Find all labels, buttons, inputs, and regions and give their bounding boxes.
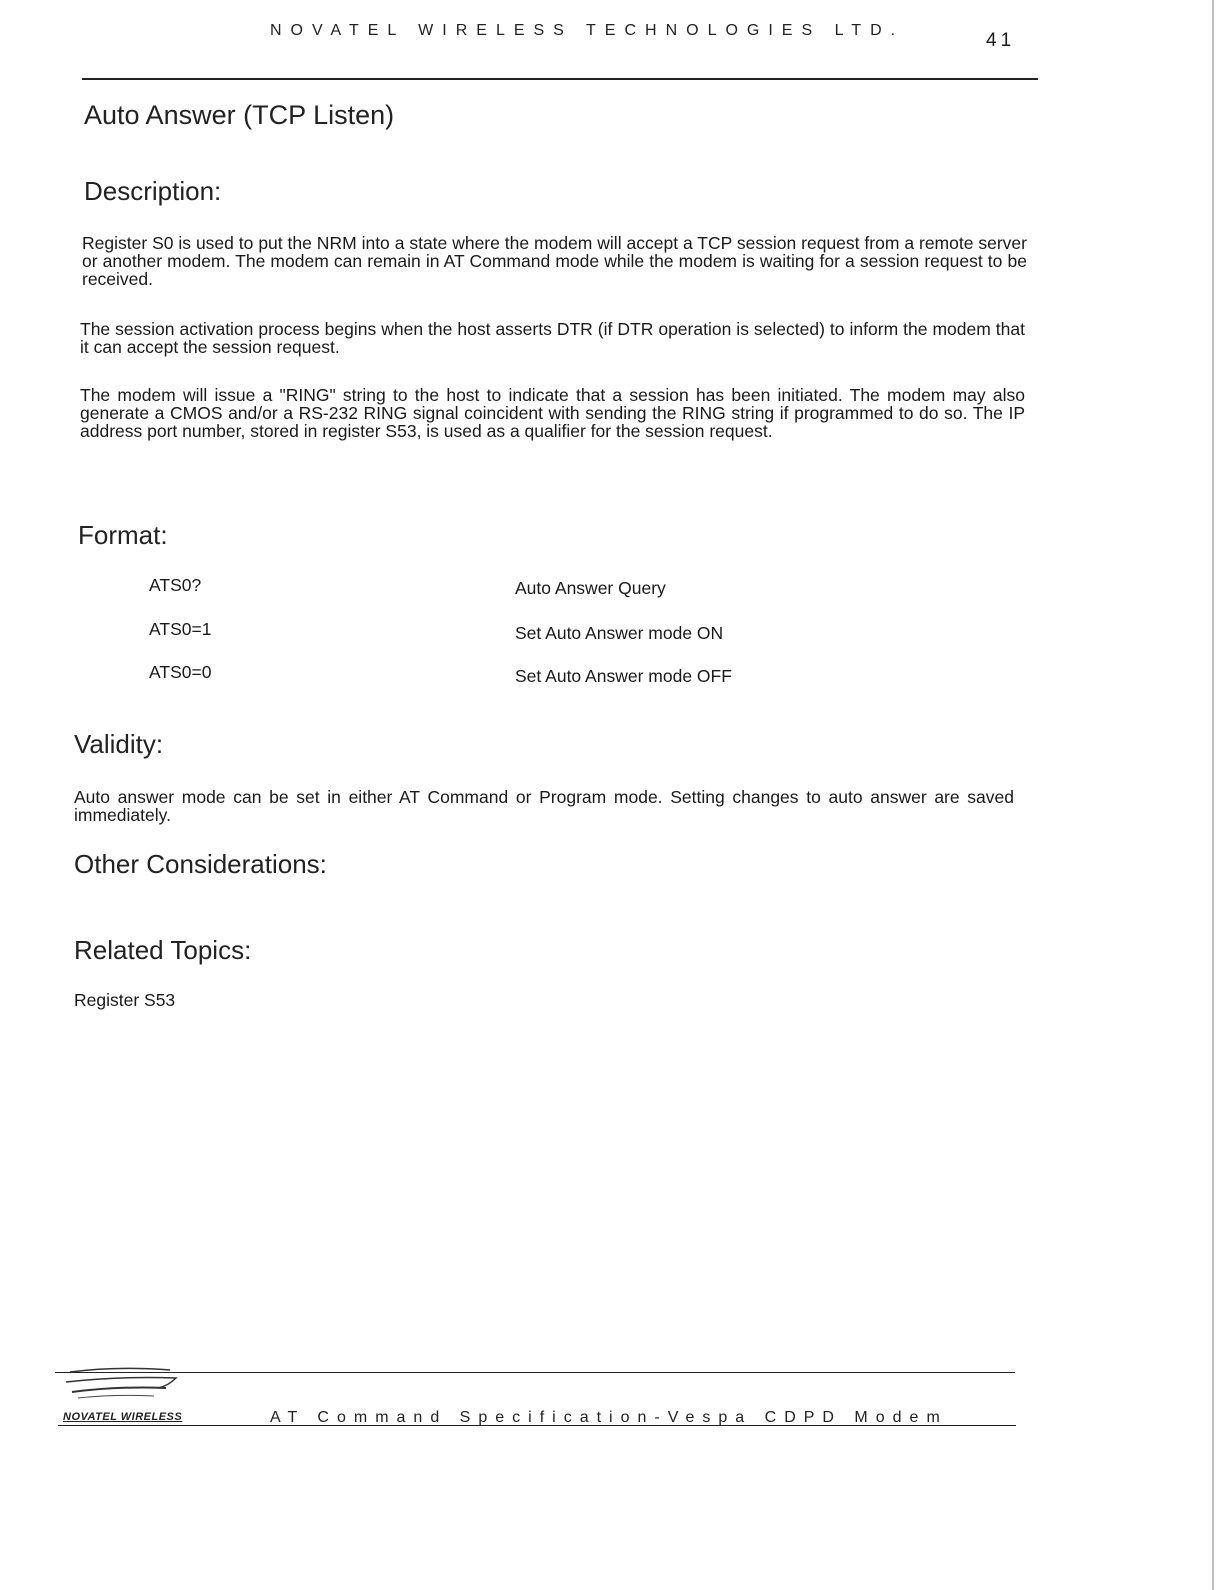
format-description-1: Auto Answer Query (515, 578, 666, 598)
page-edge (1212, 0, 1214, 1590)
related-topics-heading: Related Topics: (74, 935, 252, 965)
format-description-3: Set Auto Answer mode OFF (515, 666, 732, 686)
format-heading: Format: (78, 520, 168, 550)
format-command-2: ATS0=1 (149, 619, 212, 639)
other-considerations-heading: Other Considerations: (74, 849, 327, 879)
format-command-1: ATS0? (149, 575, 202, 595)
page-number: 41 (986, 30, 1016, 51)
header-company: NOVATEL WIRELESS TECHNOLOGIES LTD. (270, 22, 905, 39)
header-rule (82, 78, 1038, 80)
format-command-3: ATS0=0 (149, 662, 212, 682)
logo-text: NOVATEL WIRELESS (63, 1411, 183, 1423)
footer-title: AT Command Specification-Vespa CDPD Modem (270, 1409, 948, 1426)
novatel-logo (58, 1358, 188, 1436)
description-heading: Description: (84, 176, 222, 206)
validity-text: Auto answer mode can be set in either AT Command or Program mode. Setting changes to auto answer are saved immediately. (74, 787, 1014, 825)
page-title: Auto Answer (TCP Listen) (84, 100, 395, 130)
format-description-2: Set Auto Answer mode ON (515, 623, 724, 643)
logo-swoosh-icon (58, 1358, 188, 1408)
description-paragraph-2: The session activation process begins when the host asserts DTR (if DTR operation is selected) to inform the modem that it can accept the session request. (80, 319, 1025, 357)
related-topic-item: Register S53 (74, 990, 176, 1010)
description-paragraph-3: The modem will issue a "RING" string to the host to indicate that a session has been initiated. The modem may also generate a CMOS and/or a RS-232 RING signal coincident with sending the RING string if programmed to do so. The IP address port number, stored in register S53, is used as a qualifier for the session request. (80, 385, 1025, 441)
description-paragraph-1: Register S0 is used to put the NRM into a state where the modem will accept a TCP session request from a remote server or another modem. The modem can remain in AT Command mode while the modem is waiting for a session request to be received. (82, 233, 1027, 289)
validity-heading: Validity: (74, 729, 164, 759)
footer-rule-top (55, 1372, 1015, 1373)
